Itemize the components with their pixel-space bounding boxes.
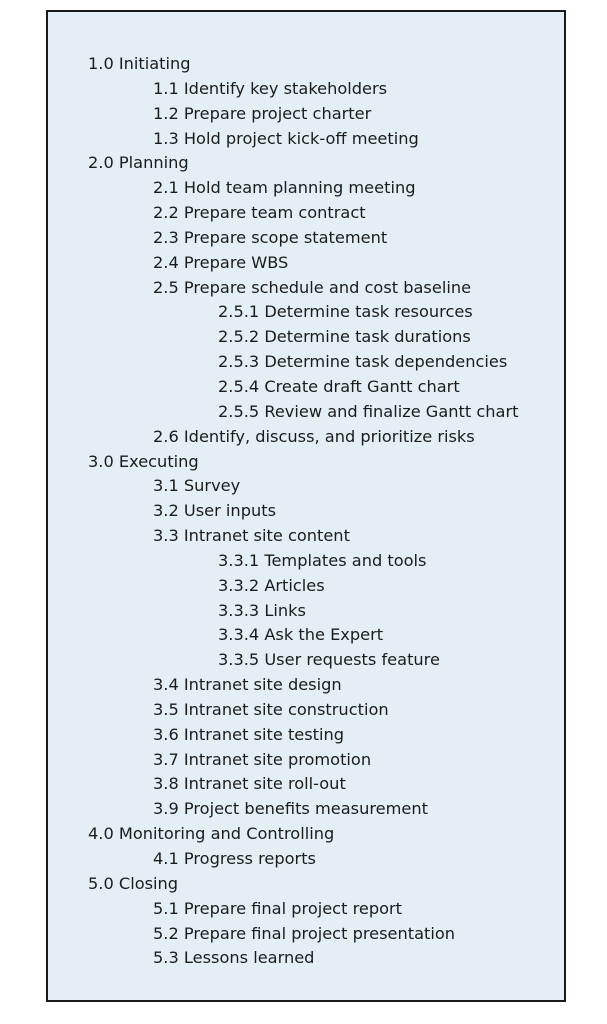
wbs-panel: [46, 10, 566, 1002]
wbs-subtask: 2.5.2 Determine task durations: [218, 327, 471, 347]
wbs-task: 5.3 Lessons learned: [153, 948, 315, 968]
wbs-task: 1.3 Hold project kick-off meeting: [153, 128, 419, 148]
wbs-task: 3.2 User inputs: [153, 501, 277, 521]
wbs-task: 3.5 Intranet site construction: [153, 699, 389, 719]
wbs-phase: 3.0 Executing: [88, 451, 199, 471]
wbs-task: 2.6 Identify, discuss, and prioritize risks: [153, 426, 475, 446]
wbs-task: 2.5 Prepare schedule and cost baseline: [153, 277, 472, 297]
wbs-task: 3.8 Intranet site roll-out: [153, 774, 346, 794]
wbs-phase: 1.0 Initiating: [88, 54, 191, 73]
wbs-subtask: 2.5.3 Determine task dependencies: [218, 352, 508, 372]
wbs-subtask: 2.5.5 Review and finalize Gantt chart: [218, 401, 519, 421]
wbs-subtask: 3.3.4 Ask the Expert: [218, 625, 384, 645]
wbs-task: 5.2 Prepare final project presentation: [153, 923, 456, 943]
wbs-subtask: 3.3.3 Links: [218, 600, 306, 620]
wbs-outline: [48, 52, 564, 971]
wbs-task: 3.3 Intranet site content: [153, 526, 350, 546]
wbs-task: 2.1 Hold team planning meeting: [153, 178, 416, 198]
wbs-task: 4.1 Progress reports: [153, 849, 316, 868]
wbs-task: 3.7 Intranet site promotion: [153, 749, 372, 769]
wbs-task: 3.9 Project benefits measurement: [153, 799, 428, 819]
wbs-task: 5.1 Prepare final project report: [153, 898, 403, 918]
wbs-subtask: 3.3.1 Templates and tools: [218, 550, 427, 570]
wbs-task: 1.2 Prepare project charter: [153, 103, 372, 123]
wbs-task: 3.6 Intranet site testing: [153, 724, 345, 744]
wbs-subtask: 2.5.1 Determine task resources: [218, 302, 473, 322]
wbs-task: 2.2 Prepare team contract: [153, 203, 366, 223]
wbs-task: 3.4 Intranet site design: [153, 675, 342, 695]
wbs-task: 1.1 Identify key stakeholders: [153, 78, 388, 98]
wbs-subtask: 3.3.2 Articles: [218, 575, 325, 595]
wbs-subtask: 3.3.5 User requests feature: [218, 650, 440, 670]
wbs-phase: 4.0 Monitoring and Controlling: [88, 824, 335, 844]
wbs-task: 3.1 Survey: [153, 476, 241, 496]
wbs-phase: 5.0 Closing: [88, 873, 179, 893]
wbs-subtask: 2.5.4 Create draft Gantt chart: [218, 376, 460, 396]
wbs-task: 2.4 Prepare WBS: [153, 252, 289, 272]
wbs-task: 2.3 Prepare scope statement: [153, 227, 388, 247]
wbs-phase: 2.0 Planning: [88, 153, 189, 173]
